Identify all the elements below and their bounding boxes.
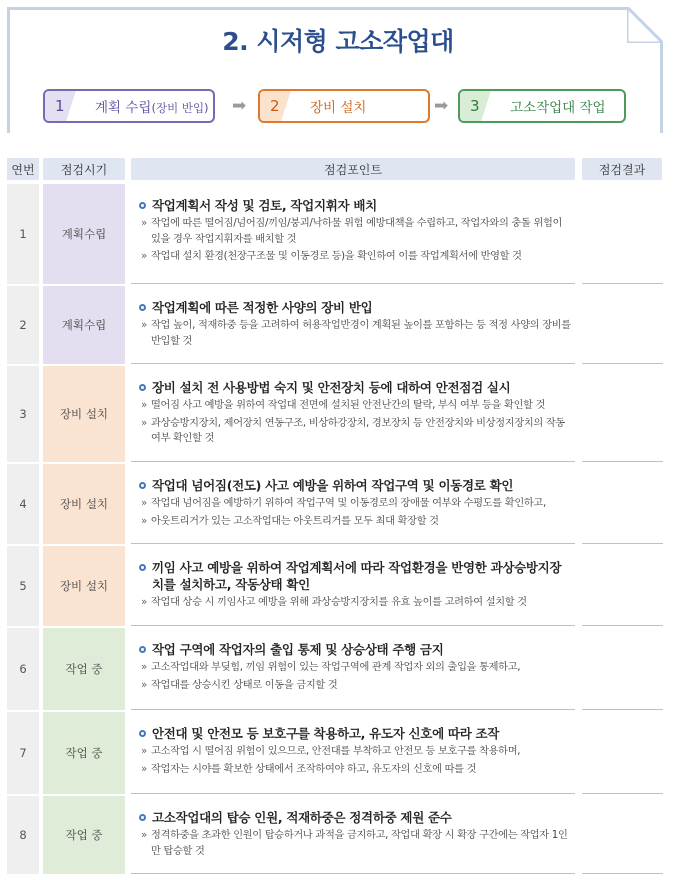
table-row <box>7 628 663 710</box>
table-row <box>7 712 663 794</box>
check-result-cell[interactable] <box>582 712 663 794</box>
arrow-right-icon: ➡ <box>434 96 449 116</box>
check-point-title <box>137 299 571 316</box>
check-point-detail: » 고소작업 시 떨어짐 위험이 있으므로, 안전대를 부착하고 안전모 등 보호구를 착용하며, <box>137 744 571 760</box>
row-number: 2 <box>7 286 39 364</box>
check-point <box>131 628 575 710</box>
circle-bullet-icon <box>139 814 146 821</box>
check-point-detail: » 작업대 설치 환경(천장구조물 및 이동경로 등)을 확인하여 이를 작업계획서에 반영할 것 <box>137 249 571 265</box>
check-point-title <box>137 809 571 826</box>
check-point-detail: » 작업 높이, 적재하중 등을 고려하여 허용작업반경이 계획된 높이를 포함하는 등 적정 사양의 장비를 반입할 것 <box>137 318 571 349</box>
check-point-title-text: 작업 구역에 작업자의 출입 통제 및 상승상태 주행 금지 <box>152 642 444 657</box>
check-point <box>131 286 575 364</box>
check-point-detail: » 과상승방지장치, 제어장치 연동구조, 비상하강장치, 경보장치 등 안전장치와 비상정지장치의 작동 여부 확인할 것 <box>137 416 571 447</box>
step-setup <box>258 89 430 123</box>
check-point-title <box>137 725 571 742</box>
circle-bullet-icon <box>139 202 146 209</box>
circle-bullet-icon <box>139 384 146 391</box>
column-header-result: 점검결과 <box>582 158 662 180</box>
check-point-title <box>137 197 571 214</box>
table-row <box>7 184 663 284</box>
step-label: 장비 설치 <box>310 100 367 116</box>
check-result-cell[interactable] <box>582 546 663 626</box>
check-point-detail: » 작업에 따른 떨어짐/넘어짐/끼임/붕괴/낙하물 위험 예방대책을 수립하고, 작업자와의 충돌 위험이 있을 경우 작업지휘자를 배치할 것 <box>137 216 571 247</box>
row-number: 3 <box>7 366 39 462</box>
check-timing: 장비 설치 <box>43 464 125 544</box>
check-point <box>131 184 575 284</box>
check-timing: 장비 설치 <box>43 546 125 626</box>
check-timing: 작업 중 <box>43 796 125 874</box>
check-timing: 계획수립 <box>43 184 125 284</box>
check-point-title-text: 끼임 사고 예방을 위하여 작업계획서에 따라 작업환경을 반영한 과상승방지장치를 설치하고, 작동상태 확인 <box>152 560 562 592</box>
check-point-title <box>137 477 571 494</box>
check-timing: 장비 설치 <box>43 366 125 462</box>
circle-bullet-icon <box>139 482 146 489</box>
step-label: 계획 수립(장비 반입) <box>95 100 209 116</box>
check-point-detail: » 떨어짐 사고 예방을 위하여 작업대 전면에 설치된 안전난간의 탈락, 부식 여부 등을 확인할 것 <box>137 398 571 414</box>
circle-bullet-icon <box>139 564 146 571</box>
check-result-cell[interactable] <box>582 628 663 710</box>
check-point-detail: » 작업대 넘어짐을 예방하기 위하여 작업구역 및 이동경로의 장애물 여부와 수평도를 확인하고, <box>137 496 571 512</box>
table-row <box>7 464 663 544</box>
check-point-title <box>137 379 571 396</box>
check-point <box>131 712 575 794</box>
column-header-point: 점검포인트 <box>131 158 575 180</box>
check-point <box>131 366 575 462</box>
check-point-title-text: 작업대 넘어짐(전도) 사고 예방을 위하여 작업구역 및 이동경로 확인 <box>152 478 514 493</box>
check-point-title-text: 장비 설치 전 사용방법 숙지 및 안전장치 등에 대하여 안전점검 실시 <box>152 380 511 395</box>
check-point-detail: » 정격하중을 초과한 인원이 탑승하거나 과적을 금지하고, 작업대 확장 시 확장 구간에는 작업자 1인만 탑승할 것 <box>137 828 571 859</box>
step-work <box>458 89 626 123</box>
check-point <box>131 546 575 626</box>
check-point <box>131 464 575 544</box>
check-timing: 작업 중 <box>43 628 125 710</box>
step-number: 3 <box>460 91 496 121</box>
check-point <box>131 796 575 874</box>
row-number: 6 <box>7 628 39 710</box>
page-title: 2. 시저형 고소작업대 <box>222 27 454 56</box>
check-result-cell[interactable] <box>582 796 663 874</box>
column-header-num: 연번 <box>7 158 39 180</box>
circle-bullet-icon <box>139 646 146 653</box>
table-row <box>7 796 663 874</box>
check-point-title-text: 고소작업대의 탑승 인원, 적재하중은 정격하중 제원 준수 <box>152 810 452 825</box>
table-row <box>7 286 663 364</box>
step-number: 1 <box>45 91 81 121</box>
check-point-title-text: 작업계획에 따른 적정한 사양의 장비 반입 <box>152 300 373 315</box>
step-number: 2 <box>260 91 296 121</box>
check-point-title-text: 작업계획서 작성 및 검토, 작업지휘자 배치 <box>152 198 377 213</box>
check-point-detail: » 작업자는 시야를 확보한 상태에서 조작하여야 하고, 유도자의 신호에 따를 것 <box>137 762 571 778</box>
circle-bullet-icon <box>139 730 146 737</box>
circle-bullet-icon <box>139 304 146 311</box>
arrow-right-icon: ➡ <box>232 96 247 116</box>
check-timing: 계획수립 <box>43 286 125 364</box>
row-number: 8 <box>7 796 39 874</box>
check-timing: 작업 중 <box>43 712 125 794</box>
row-number: 1 <box>7 184 39 284</box>
check-result-cell[interactable] <box>582 366 663 462</box>
row-number: 7 <box>7 712 39 794</box>
check-point-detail: » 고소작업대와 부딪힘, 끼임 위험이 있는 작업구역에 관계 작업자 외의 출입을 통제하고, <box>137 660 571 676</box>
check-result-cell[interactable] <box>582 286 663 364</box>
table-row <box>7 366 663 462</box>
check-point-detail: » 작업대를 상승시킨 상태로 이동을 금지할 것 <box>137 678 571 694</box>
row-number: 4 <box>7 464 39 544</box>
row-number: 5 <box>7 546 39 626</box>
check-point-title-text: 안전대 및 안전모 등 보호구를 착용하고, 유도자 신호에 따라 조작 <box>152 726 500 741</box>
check-result-cell[interactable] <box>582 464 663 544</box>
check-point-title <box>137 559 571 593</box>
table-row <box>7 546 663 626</box>
check-point-detail: » 아웃트리거가 있는 고소작업대는 아웃트리거를 모두 최대 확장할 것 <box>137 514 571 530</box>
step-plan <box>43 89 215 123</box>
check-point-detail: » 작업대 상승 시 끼임사고 예방을 위해 과상승방지장치를 유효 높이를 고려하여 설치할 것 <box>137 595 571 611</box>
column-header-when: 점검시기 <box>43 158 125 180</box>
check-result-cell[interactable] <box>582 184 663 284</box>
check-point-title <box>137 641 571 658</box>
step-label: 고소작업대 작업 <box>510 100 606 116</box>
